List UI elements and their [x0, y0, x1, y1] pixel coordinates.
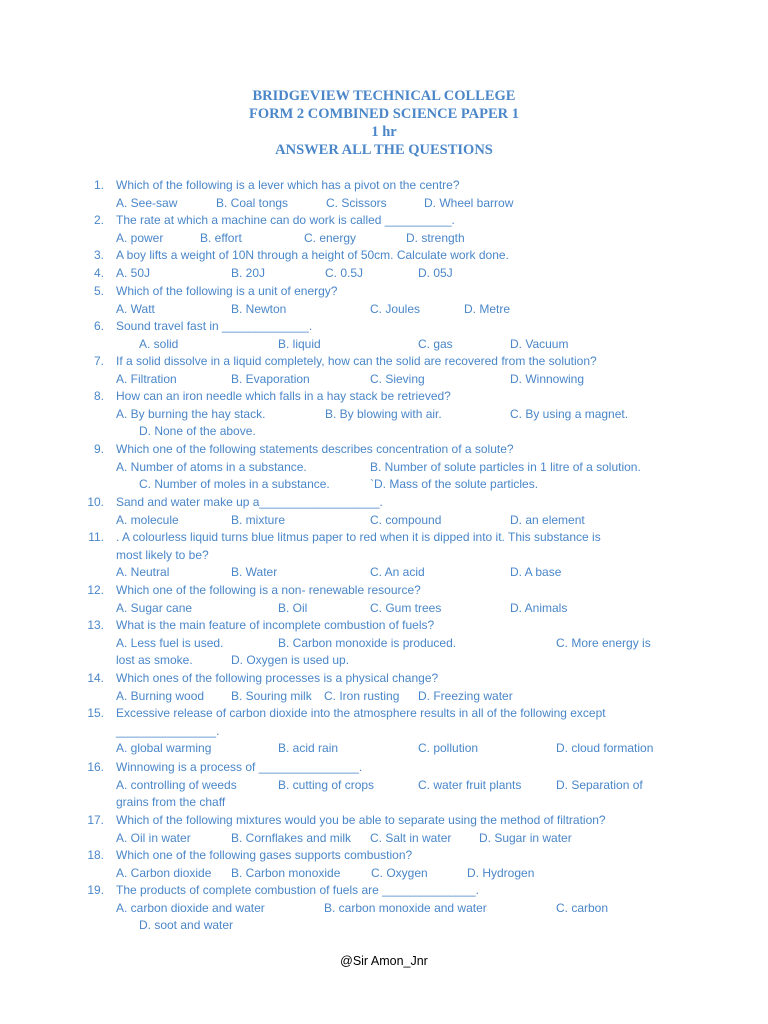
answer-option: D. strength — [406, 230, 465, 245]
answer-option: A. carbon dioxide and water — [116, 900, 265, 915]
question-number: 14. — [87, 671, 104, 685]
question-number: 5. — [93, 284, 104, 298]
answer-option: B. Evaporation — [231, 371, 310, 386]
answer-option: A. global warming — [116, 741, 212, 756]
answer-option: D. cloud formation — [556, 741, 654, 756]
question-item — [0, 353, 768, 388]
options-row — [0, 564, 768, 582]
question-text: Which of the following is a unit of energy? — [116, 284, 338, 298]
options-row — [0, 406, 768, 424]
question-item — [0, 759, 768, 812]
answer-option: B. Cornflakes and milk — [231, 830, 352, 845]
question-text: Which one of the following is a non- renewable resource? — [116, 583, 421, 597]
question-number: 15. — [87, 706, 104, 720]
answer-option: B. 20J — [231, 266, 266, 280]
question-text: Which of the following mixtures would you be able to separate using the method of filtration? — [116, 813, 606, 827]
question-item — [0, 318, 768, 353]
question-item — [0, 812, 768, 847]
question-item — [0, 388, 768, 441]
question-text: The rate at which a machine can do work is called __________. — [116, 213, 455, 227]
answer-option: D. Oxygen is used up. — [231, 653, 350, 668]
options-row — [0, 600, 768, 618]
options-row — [0, 900, 768, 918]
answer-option: A. Neutral — [116, 565, 170, 580]
answer-option: B. carbon monoxide and water — [324, 900, 487, 915]
answer-option: C. Scissors — [326, 195, 387, 210]
answer-option: A. power — [116, 230, 164, 245]
options-row — [0, 371, 768, 389]
answer-option: D. Vacuum — [510, 336, 569, 351]
answer-option: C. Oxygen — [371, 865, 428, 880]
college-name: BRIDGEVIEW TECHNICAL COLLEGE — [252, 88, 516, 104]
options-row — [0, 865, 768, 883]
options-row — [0, 794, 768, 812]
answer-option: A. Carbon dioxide — [116, 865, 212, 880]
answer-option: D. Animals — [510, 600, 568, 615]
options-row — [0, 230, 768, 248]
answer-option: A. Burning wood — [116, 688, 205, 703]
time-allowed: 1 hr — [371, 124, 397, 140]
question-text: Which one of the following gases supports combustion? — [116, 848, 413, 862]
question-number: 8. — [93, 389, 104, 403]
answer-option: D. Sugar in water — [479, 830, 572, 845]
question-number: 12. — [87, 583, 104, 597]
question-item — [0, 705, 768, 758]
question-text: Sound travel fast in _____________. — [116, 319, 313, 333]
answer-option: B. cutting of crops — [278, 777, 375, 792]
answer-option: C. 0.5J — [325, 266, 364, 280]
question-item — [0, 494, 768, 529]
answer-option: `D. Mass of the solute particles. — [370, 477, 539, 492]
answer-option: C. Number of moles in a substance. — [139, 477, 330, 492]
answer-option: lost as smoke. — [116, 653, 193, 668]
options-row — [0, 459, 768, 477]
answer-option: A. Watt — [116, 301, 155, 316]
answer-option: D. Freezing water — [418, 688, 513, 703]
question-item — [0, 670, 768, 705]
answer-option: A. Less fuel is used. — [116, 635, 224, 650]
question-item — [0, 617, 768, 670]
question-text: If a solid dissolve in a liquid completely, how can the solid are recovered from the solution? — [116, 354, 597, 368]
answer-option: C. Salt in water — [370, 830, 452, 845]
answer-option: A. By burning the hay stack. — [116, 406, 266, 421]
answer-option: C. pollution — [418, 741, 479, 756]
answer-option: A. Sugar cane — [116, 600, 193, 615]
question-number: 4. — [93, 266, 104, 280]
question-item — [0, 283, 768, 318]
question-text: A boy lifts a weight of 10N through a height of 50cm. Calculate work done. — [116, 248, 509, 262]
answer-option: C. gas — [418, 336, 453, 351]
question-number: 7. — [93, 354, 104, 368]
answer-option: B. Carbon monoxide is produced. — [278, 635, 457, 650]
answer-option: D. Hydrogen — [467, 865, 535, 880]
question-text: How can an iron needle which falls in a hay stack be retrieved? — [116, 389, 451, 403]
answer-option: A. See-saw — [116, 195, 178, 210]
question-number: 17. — [87, 813, 104, 827]
answer-option: B. Carbon monoxide — [231, 865, 341, 880]
question-text: Which ones of the following processes is a physical change? — [116, 671, 439, 685]
answer-option: C. Joules — [370, 301, 421, 316]
answer-option: A. Number of atoms in a substance. — [116, 459, 307, 474]
answer-option: D. Metre — [464, 301, 511, 316]
question-text: The products of complete combustion of fuels are ______________. — [116, 883, 479, 897]
answer-option: D. Winnowing — [510, 371, 585, 386]
options-row — [0, 476, 768, 494]
answer-option: B. acid rain — [278, 741, 339, 756]
question-number: 19. — [87, 883, 104, 897]
question-item — [0, 582, 768, 617]
answer-option: C. More energy is — [556, 635, 651, 650]
options-row — [0, 740, 768, 758]
question-number: 13. — [87, 618, 104, 632]
answer-option: B. Number of solute particles in 1 litre of a solution. — [370, 459, 641, 474]
answer-option: C. Iron rusting — [324, 688, 400, 703]
question-item — [0, 177, 768, 212]
answer-option: D. A base — [510, 565, 562, 580]
options-row — [0, 635, 768, 653]
answer-option: D. soot and water — [139, 918, 234, 933]
answer-option: A. controlling of weeds — [116, 777, 237, 792]
question-text-continued: _______________. — [116, 723, 220, 738]
question-text: Winnowing is a process of _______________. — [116, 760, 363, 774]
question-number: 2. — [93, 213, 104, 227]
options-row — [0, 301, 768, 319]
instruction: ANSWER ALL THE QUESTIONS — [275, 142, 493, 158]
question-text: . A colourless liquid turns blue litmus paper to red when it is dipped into it. This substance is — [116, 530, 601, 544]
options-row — [0, 336, 768, 354]
options-row — [0, 512, 768, 530]
answer-option: C. carbon — [556, 900, 609, 915]
options-row — [0, 423, 768, 441]
answer-option: D. Wheel barrow — [424, 195, 514, 210]
question-item — [0, 247, 768, 265]
question-text: Which of the following is a lever which has a pivot on the centre? — [116, 178, 460, 192]
options-row — [0, 195, 768, 213]
answer-option: A. Oil in water — [116, 830, 191, 845]
answer-option: B. Water — [231, 565, 278, 580]
paper-title: FORM 2 COMBINED SCIENCE PAPER 1 — [249, 106, 519, 122]
answer-option: C. Sieving — [370, 371, 425, 386]
answer-option: B. liquid — [278, 336, 321, 351]
question-item — [0, 847, 768, 882]
question-item — [0, 212, 768, 247]
options-row — [0, 652, 768, 670]
question-number: 11. — [88, 530, 104, 544]
answer-option: D. 05J — [418, 266, 453, 280]
answer-option: C. An acid — [370, 565, 425, 580]
answer-option: B. Coal tongs — [216, 195, 289, 210]
answer-option: D. Separation of — [556, 777, 643, 792]
answer-option: C. water fruit plants — [418, 777, 522, 792]
question-number: 9. — [93, 442, 104, 456]
question-item — [0, 441, 768, 494]
question-item — [0, 882, 768, 935]
answer-option: C. energy — [304, 230, 357, 245]
answer-option: D. an element — [510, 512, 585, 527]
answer-option: grains from the chaff — [116, 795, 226, 810]
question-item — [0, 265, 768, 283]
answer-option: B. Souring milk — [231, 688, 312, 703]
answer-option: C. By using a magnet. — [510, 406, 629, 421]
question-number: 3. — [93, 248, 104, 262]
answer-option: A. Filtration — [116, 371, 177, 386]
answer-option: B. By blowing with air. — [325, 406, 442, 421]
question-text: Excessive release of carbon dioxide into the atmosphere results in all of the following except — [116, 706, 606, 720]
answer-option: A. solid — [139, 336, 179, 351]
answer-option: B. effort — [200, 230, 242, 245]
question-number: 16. — [87, 760, 104, 774]
question-text: Sand and water make up a__________________. — [116, 495, 383, 509]
options-row — [0, 777, 768, 795]
answer-option: A. 50J — [116, 266, 151, 280]
question-text: Which one of the following statements describes concentration of a solute? — [116, 442, 514, 456]
question-number: 18. — [87, 848, 104, 862]
question-number: 6. — [93, 319, 104, 333]
question-text-continued: most likely to be? — [116, 547, 209, 562]
question-number: 10. — [87, 495, 104, 509]
answer-option: C. Gum trees — [370, 600, 442, 615]
answer-option: B. mixture — [231, 512, 286, 527]
options-row — [0, 917, 768, 935]
options-row — [0, 830, 768, 848]
answer-option: D. None of the above. — [139, 424, 256, 439]
answer-option: C. compound — [370, 512, 442, 527]
options-row — [0, 688, 768, 706]
answer-option: B. Newton — [231, 301, 287, 316]
question-text: What is the main feature of incomplete combustion of fuels? — [116, 618, 435, 632]
answer-option: B. Oil — [278, 600, 308, 615]
answer-option: A. molecule — [116, 512, 179, 527]
question-number: 1. — [93, 178, 104, 192]
question-item — [0, 529, 768, 582]
footer-credit: @Sir Amon_Jnr — [340, 954, 428, 968]
